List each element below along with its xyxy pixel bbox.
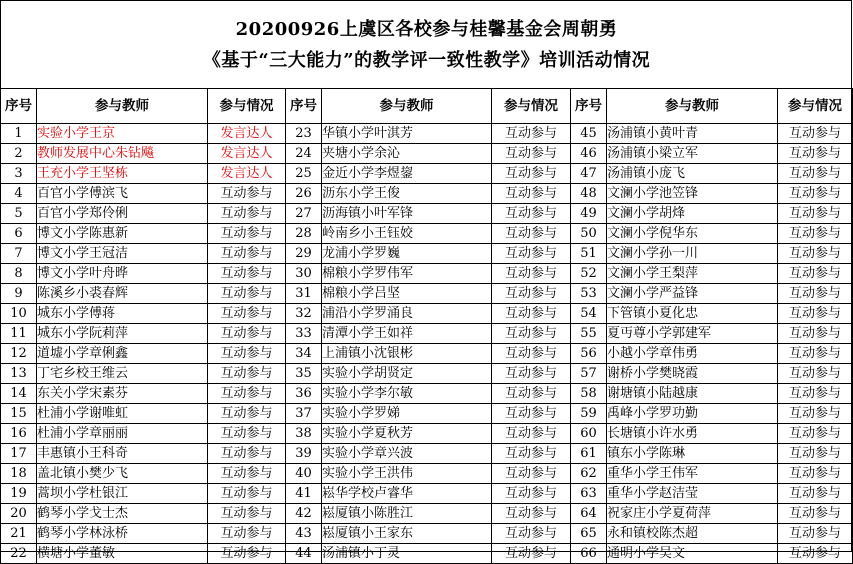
participation-status: 互动参与 — [208, 304, 286, 324]
row-index: 4 — [1, 184, 37, 204]
row-index: 48 — [571, 184, 607, 204]
row-index: 59 — [571, 404, 607, 424]
row-index: 17 — [1, 444, 37, 464]
participation-status: 互动参与 — [492, 284, 571, 304]
row-index: 56 — [571, 344, 607, 364]
teacher-name: 棉粮小学罗伟军 — [322, 264, 492, 284]
teacher-name: 汤浦镇小庞飞 — [607, 164, 778, 184]
participation-status: 互动参与 — [492, 164, 571, 184]
teacher-name: 华镇小学叶淇芳 — [322, 124, 492, 144]
participation-status: 互动参与 — [778, 224, 853, 244]
row-index: 58 — [571, 384, 607, 404]
participation-status: 互动参与 — [208, 504, 286, 524]
participation-status: 互动参与 — [492, 444, 571, 464]
row-index: 8 — [1, 264, 37, 284]
teacher-name: 蒿坝小学杜银江 — [37, 484, 208, 504]
teacher-name: 实验小学夏秋芳 — [322, 424, 492, 444]
participation-status: 互动参与 — [208, 444, 286, 464]
participation-status: 互动参与 — [208, 384, 286, 404]
row-index: 49 — [571, 204, 607, 224]
table-row — [1, 344, 853, 364]
table-row — [1, 244, 853, 264]
row-index: 64 — [571, 504, 607, 524]
row-index: 50 — [571, 224, 607, 244]
table-row — [1, 224, 853, 244]
row-index: 2 — [1, 144, 37, 164]
row-index: 26 — [286, 184, 322, 204]
row-index: 15 — [1, 404, 37, 424]
row-index: 25 — [286, 164, 322, 184]
row-index: 1 — [1, 124, 37, 144]
teacher-name: 文澜小学池笠锋 — [607, 184, 778, 204]
row-index: 47 — [571, 164, 607, 184]
row-index: 54 — [571, 304, 607, 324]
participation-status: 互动参与 — [492, 484, 571, 504]
teacher-name: 盖北镇小樊少飞 — [37, 464, 208, 484]
table-row — [1, 324, 853, 344]
participation-status: 互动参与 — [778, 264, 853, 284]
teacher-name: 文澜小学王梨萍 — [607, 264, 778, 284]
participation-status: 互动参与 — [492, 464, 571, 484]
teacher-name: 汤浦镇小丁灵 — [322, 544, 492, 564]
participation-status: 互动参与 — [778, 304, 853, 324]
teacher-name: 丁宅乡校王维云 — [37, 364, 208, 384]
participation-status: 互动参与 — [492, 244, 571, 264]
participation-status: 互动参与 — [208, 404, 286, 424]
row-index: 65 — [571, 524, 607, 544]
row-index: 34 — [286, 344, 322, 364]
teacher-name: 文澜小学倪华东 — [607, 224, 778, 244]
teacher-name: 夏丏尊小学郭建军 — [607, 324, 778, 344]
teacher-name: 文澜小学孙一川 — [607, 244, 778, 264]
participation-status: 互动参与 — [778, 524, 853, 544]
title-line-2: 《基于“三大能力”的教学评一致性教学》培训活动情况 — [202, 50, 651, 71]
participation-status: 互动参与 — [778, 244, 853, 264]
header-status: 参与情况 — [778, 89, 853, 124]
teacher-name: 丰惠镇小王科奇 — [37, 444, 208, 464]
row-index: 20 — [1, 504, 37, 524]
teacher-name: 通明小学吴文 — [607, 544, 778, 564]
teacher-name: 百官小学郑伶俐 — [37, 204, 208, 224]
participant-table — [0, 88, 853, 564]
teacher-name: 永和镇校陈杰超 — [607, 524, 778, 544]
table-row — [1, 364, 853, 384]
row-index: 22 — [1, 544, 37, 564]
row-index: 27 — [286, 204, 322, 224]
teacher-name: 岭南乡小王钰姣 — [322, 224, 492, 244]
table-row — [1, 204, 853, 224]
participation-status: 互动参与 — [492, 124, 571, 144]
participation-status: 互动参与 — [778, 184, 853, 204]
table-row — [1, 544, 853, 564]
row-index: 7 — [1, 244, 37, 264]
teacher-name: 实验小学胡贤定 — [322, 364, 492, 384]
teacher-name: 城东小学阮莉萍 — [37, 324, 208, 344]
table-row — [1, 184, 853, 204]
participation-status: 互动参与 — [208, 464, 286, 484]
header-index: 序号 — [1, 89, 37, 124]
row-index: 21 — [1, 524, 37, 544]
participation-status: 互动参与 — [208, 484, 286, 504]
row-index: 42 — [286, 504, 322, 524]
participation-status: 互动参与 — [778, 204, 853, 224]
participation-status: 互动参与 — [208, 224, 286, 244]
teacher-name: 博文小学王冠洁 — [37, 244, 208, 264]
row-index: 61 — [571, 444, 607, 464]
participation-status: 互动参与 — [208, 264, 286, 284]
row-index: 41 — [286, 484, 322, 504]
row-index: 40 — [286, 464, 322, 484]
teacher-name: 杜浦小学章丽丽 — [37, 424, 208, 444]
row-index: 57 — [571, 364, 607, 384]
row-index: 38 — [286, 424, 322, 444]
header-status: 参与情况 — [208, 89, 286, 124]
row-index: 66 — [571, 544, 607, 564]
table-row — [1, 264, 853, 284]
teacher-name: 沥海镇小叶军锋 — [322, 204, 492, 224]
teacher-name: 鹤琴小学林泳桥 — [37, 524, 208, 544]
participation-status: 互动参与 — [778, 424, 853, 444]
participation-status: 互动参与 — [492, 504, 571, 524]
teacher-name: 汤浦镇小黄叶青 — [607, 124, 778, 144]
row-index: 9 — [1, 284, 37, 304]
participation-status: 互动参与 — [778, 364, 853, 384]
table-row — [1, 484, 853, 504]
title-block — [0, 0, 853, 88]
teacher-name: 小越小学章伟勇 — [607, 344, 778, 364]
teacher-name: 棉粮小学吕坚 — [322, 284, 492, 304]
teacher-name: 城东小学傅蒋 — [37, 304, 208, 324]
teacher-name: 崧厦镇小陈胜江 — [322, 504, 492, 524]
participation-status: 互动参与 — [492, 404, 571, 424]
teacher-name: 博文小学叶舟晔 — [37, 264, 208, 284]
teacher-name: 上浦镇小沈银彬 — [322, 344, 492, 364]
row-index: 46 — [571, 144, 607, 164]
teacher-name: 实验小学罗娣 — [322, 404, 492, 424]
table-row — [1, 384, 853, 404]
table-row — [1, 424, 853, 444]
participation-status: 互动参与 — [492, 204, 571, 224]
participation-status: 互动参与 — [492, 264, 571, 284]
teacher-name: 金近小学李煜鋆 — [322, 164, 492, 184]
row-index: 19 — [1, 484, 37, 504]
teacher-name: 实验小学王京 — [37, 124, 208, 144]
teacher-name: 杜浦小学谢唯虹 — [37, 404, 208, 424]
teacher-name: 文澜小学严益锋 — [607, 284, 778, 304]
participation-status: 互动参与 — [208, 424, 286, 444]
row-index: 45 — [571, 124, 607, 144]
teacher-name: 文澜小学胡烽 — [607, 204, 778, 224]
row-index: 62 — [571, 464, 607, 484]
table-row — [1, 164, 853, 184]
row-index: 53 — [571, 284, 607, 304]
row-index: 28 — [286, 224, 322, 244]
teacher-name: 东关小学宋素芬 — [37, 384, 208, 404]
row-index: 51 — [571, 244, 607, 264]
row-index: 35 — [286, 364, 322, 384]
table-row — [1, 404, 853, 424]
teacher-name: 重华小学赵洁莹 — [607, 484, 778, 504]
teacher-name: 禹峰小学罗功勤 — [607, 404, 778, 424]
teacher-name: 崧华学校卢睿华 — [322, 484, 492, 504]
table-row — [1, 144, 853, 164]
participation-status: 互动参与 — [208, 344, 286, 364]
teacher-name: 鹤琴小学戈士杰 — [37, 504, 208, 524]
header-status: 参与情况 — [492, 89, 571, 124]
participation-status: 互动参与 — [778, 124, 853, 144]
row-index: 55 — [571, 324, 607, 344]
row-index: 6 — [1, 224, 37, 244]
row-index: 39 — [286, 444, 322, 464]
table-row — [1, 464, 853, 484]
teacher-name: 崧厦镇小王家东 — [322, 524, 492, 544]
teacher-name: 博文小学陈惠新 — [37, 224, 208, 244]
teacher-name: 镇东小学陈琳 — [607, 444, 778, 464]
teacher-name: 实验小学章兴波 — [322, 444, 492, 464]
participation-status: 互动参与 — [778, 324, 853, 344]
row-index: 18 — [1, 464, 37, 484]
participation-status: 互动参与 — [492, 144, 571, 164]
teacher-name: 浦沿小学罗涌良 — [322, 304, 492, 324]
table-header-row — [1, 89, 853, 124]
participation-status: 互动参与 — [778, 284, 853, 304]
teacher-name: 陈溪乡小裘春辉 — [37, 284, 208, 304]
row-index: 36 — [286, 384, 322, 404]
row-index: 23 — [286, 124, 322, 144]
row-index: 43 — [286, 524, 322, 544]
header-teacher: 参与教师 — [607, 89, 778, 124]
row-index: 37 — [286, 404, 322, 424]
header-index: 序号 — [286, 89, 322, 124]
participation-status: 互动参与 — [208, 204, 286, 224]
participation-status: 互动参与 — [492, 344, 571, 364]
participation-status: 互动参与 — [492, 324, 571, 344]
row-index: 29 — [286, 244, 322, 264]
participation-status: 互动参与 — [778, 384, 853, 404]
teacher-name: 长塘镇小许水勇 — [607, 424, 778, 444]
teacher-name: 王充小学王坚栋 — [37, 164, 208, 184]
participation-status: 互动参与 — [492, 304, 571, 324]
teacher-name: 实验小学李尔敏 — [322, 384, 492, 404]
teacher-name: 教师发展中心朱钻飚 — [37, 144, 208, 164]
row-index: 24 — [286, 144, 322, 164]
participation-status: 互动参与 — [778, 144, 853, 164]
participation-status: 互动参与 — [492, 364, 571, 384]
row-index: 5 — [1, 204, 37, 224]
row-index: 63 — [571, 484, 607, 504]
participation-status: 发言达人 — [208, 124, 286, 144]
row-index: 31 — [286, 284, 322, 304]
teacher-name: 下管镇小夏化忠 — [607, 304, 778, 324]
row-index: 16 — [1, 424, 37, 444]
teacher-name: 谢塘镇小陆越康 — [607, 384, 778, 404]
participation-status: 互动参与 — [492, 524, 571, 544]
participation-status: 互动参与 — [208, 544, 286, 564]
participation-status: 互动参与 — [208, 244, 286, 264]
row-index: 60 — [571, 424, 607, 444]
participation-status: 互动参与 — [208, 284, 286, 304]
participation-status: 互动参与 — [778, 504, 853, 524]
row-index: 13 — [1, 364, 37, 384]
participation-status: 互动参与 — [492, 544, 571, 564]
title-line-1: 20200926上虞区各校参与桂馨基金会周朝勇 — [235, 19, 618, 40]
participation-status: 互动参与 — [778, 444, 853, 464]
teacher-name: 龙浦小学罗巍 — [322, 244, 492, 264]
table-row — [1, 304, 853, 324]
participation-status: 互动参与 — [208, 364, 286, 384]
participation-status: 互动参与 — [778, 344, 853, 364]
teacher-name: 重华小学王伟军 — [607, 464, 778, 484]
participation-status: 发言达人 — [208, 144, 286, 164]
teacher-name: 夹塘小学余沁 — [322, 144, 492, 164]
row-index: 3 — [1, 164, 37, 184]
teacher-name: 汤浦镇小梁立军 — [607, 144, 778, 164]
row-index: 10 — [1, 304, 37, 324]
row-index: 12 — [1, 344, 37, 364]
teacher-name: 谢桥小学樊晓霞 — [607, 364, 778, 384]
header-teacher: 参与教师 — [322, 89, 492, 124]
participation-status: 互动参与 — [208, 524, 286, 544]
row-index: 32 — [286, 304, 322, 324]
participation-status: 互动参与 — [778, 484, 853, 504]
participation-status: 互动参与 — [208, 324, 286, 344]
participation-status: 互动参与 — [492, 384, 571, 404]
participation-status: 互动参与 — [492, 424, 571, 444]
participation-status: 互动参与 — [208, 184, 286, 204]
row-index: 30 — [286, 264, 322, 284]
row-index: 11 — [1, 324, 37, 344]
teacher-name: 实验小学王洪伟 — [322, 464, 492, 484]
participation-status: 互动参与 — [492, 184, 571, 204]
teacher-name: 百官小学傅滨飞 — [37, 184, 208, 204]
participation-status: 互动参与 — [778, 464, 853, 484]
teacher-name: 横塘小学董敏 — [37, 544, 208, 564]
row-index: 14 — [1, 384, 37, 404]
table-row — [1, 284, 853, 304]
teacher-name: 道墟小学章俐鑫 — [37, 344, 208, 364]
row-index: 44 — [286, 544, 322, 564]
teacher-name: 祝家庄小学夏荷萍 — [607, 504, 778, 524]
header-teacher: 参与教师 — [37, 89, 208, 124]
row-index: 33 — [286, 324, 322, 344]
participation-status: 发言达人 — [208, 164, 286, 184]
table-row — [1, 524, 853, 544]
teacher-name: 清潭小学王如祥 — [322, 324, 492, 344]
participation-status: 互动参与 — [778, 404, 853, 424]
participation-status: 互动参与 — [778, 544, 853, 564]
table-row — [1, 124, 853, 144]
row-index: 52 — [571, 264, 607, 284]
participation-status: 互动参与 — [492, 224, 571, 244]
participation-status: 互动参与 — [778, 164, 853, 184]
table-row — [1, 504, 853, 524]
table-row — [1, 444, 853, 464]
teacher-name: 沥东小学王俊 — [322, 184, 492, 204]
header-index: 序号 — [571, 89, 607, 124]
